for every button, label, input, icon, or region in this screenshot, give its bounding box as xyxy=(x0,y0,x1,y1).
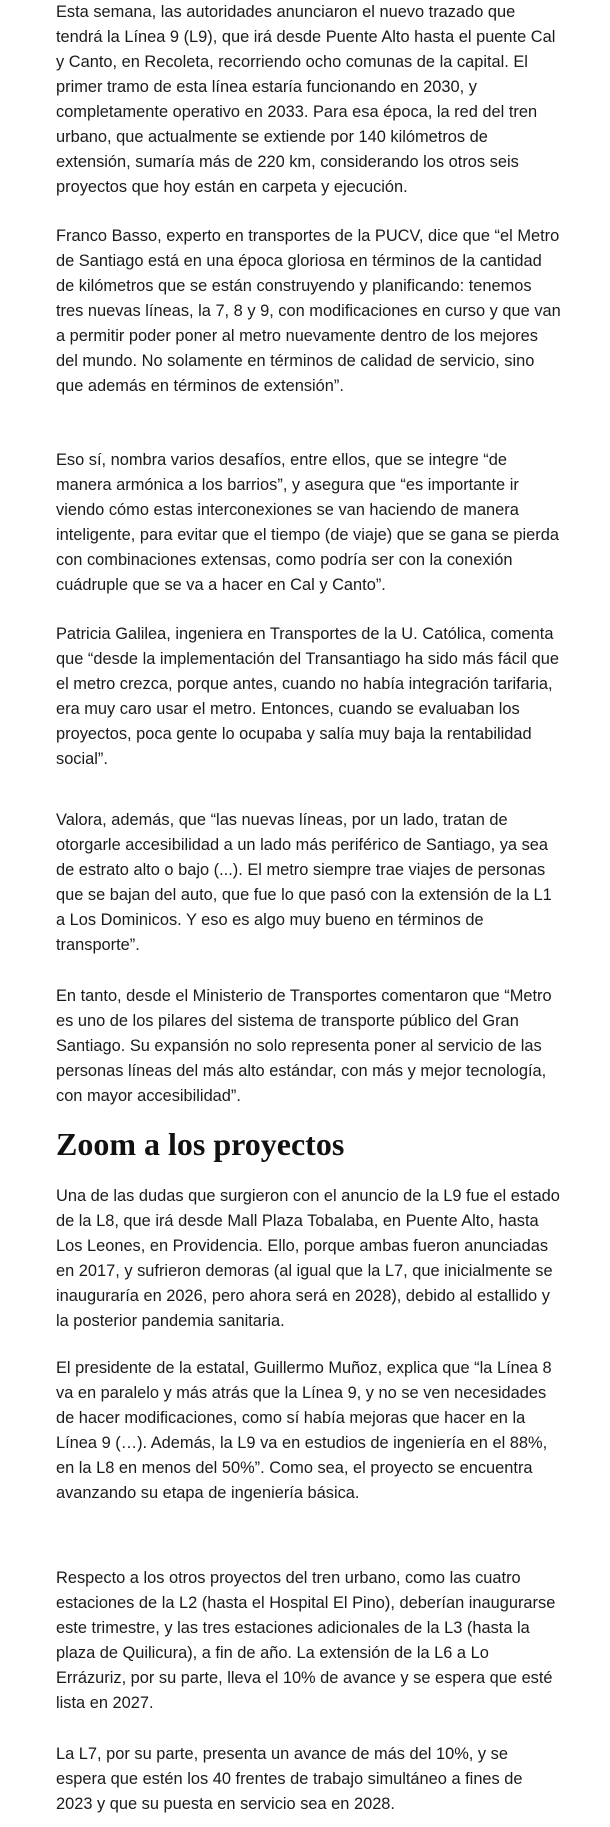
paragraph-desafios: Eso sí, nombra varios desafíos, entre ellos, que se integre “de manera armónica a los barrios”, y asegura que “es importante ir viendo cómo estas interconexiones se van haciendo de manera inteligente, para evitar que el tiempo (de viaje) que se gana se pierda con combinaciones extensas, como podría ser con la conexión cuádruple que se va a hacer en Cal y Canto”. xyxy=(56,451,559,594)
paragraph-linea-9-anuncio: Esta semana, las autoridades anunciaron el nuevo trazado que tendrá la Línea 9 (L9), que irá desde Puente Alto hasta el puente Cal y Canto, en Recoleta, recorriendo ocho comunas de la capital. El primer tramo de esta línea estaría funcionando en 2030, y completamente operativo en 2033. Para esa época, la red del tren urbano, que actualmente se extiende por 140 kilómetros de extensión, sumaría más de 220 km, considerando los otros seis proyectos que hoy están en carpeta y ejecución. xyxy=(56,3,556,196)
paragraph-patricia-galilea: Patricia Galilea, ingeniera en Transportes de la U. Católica, comenta que “desde la implementación del Transantiago ha sido más fácil que el metro crezca, porque antes, cuando no había integración tarifaria, era muy caro usar el metro. Entonces, cuando se evaluaban los proyectos, poca gente lo ocupaba y salía muy baja la rentabilidad social”. xyxy=(56,625,559,768)
section-heading: Zoom a los proyectos xyxy=(56,1126,345,1162)
paragraph-nuevas-lineas: Valora, además, que “las nuevas líneas, por un lado, tratan de otorgarle accesibilidad a un lado más periférico de Santiago, ya sea de estrato alto o bajo (...). El metro siempre trae viajes de personas que se bajan del auto, que fue lo que pasó con la extensión de la L1 a Los Dominicos. Y eso es algo muy bueno en términos de transporte”. xyxy=(56,811,552,954)
paragraph-guillermo-munoz: El presidente de la estatal, Guillermo Muñoz, explica que “la Línea 8 va en paralelo y más atrás que la Línea 9, y no se ven necesidades de hacer modificaciones, como sí había mejoras que hacer en la Línea 9 (…). Además, la L9 va en estudios de ingeniería en el 88%, en la L8 en menos del 50%”. Como sea, el proyecto se encuentra avanzando su etapa de ingeniería básica. xyxy=(56,1359,552,1502)
paragraph-l7-avance: La L7, por su parte, presenta un avance de más del 10%, y se espera que estén los 40 frentes de trabajo simultáneo a fines de 2023 y que su puesta en servicio sea en 2028. xyxy=(56,1745,523,1813)
paragraph-estado-l8: Una de las dudas que surgieron con el anuncio de la L9 fue el estado de la L8, que irá desde Mall Plaza Tobalaba, en Puente Alto, hasta Los Leones, en Providencia. Ello, porque ambas fueron anunciadas en 2017, y sufrieron demoras (al igual que la L7, que inicialmente se inauguraría en 2026, pero ahora será en 2028), debido al estallido y la posterior pandemia sanitaria. xyxy=(56,1187,560,1330)
paragraph-franco-basso: Franco Basso, experto en transportes de la PUCV, dice que “el Metro de Santiago está en una época gloriosa en términos de la cantidad de kilómetros que se están construyendo y planificando: tenemos tres nuevas líneas, la 7, 8 y 9, con modificaciones en curso y que van a permitir poder poner al metro nuevamente dentro de los mejores del mundo. No solamente en términos de calidad de servicio, sino que además en términos de extensión”. xyxy=(56,227,561,395)
paragraph-otros-proyectos: Respecto a los otros proyectos del tren urbano, como las cuatro estaciones de la L2 (hasta el Hospital El Pino), deberían inaugurarse este trimestre, y las tres estaciones adicionales de la L3 (hasta la plaza de Quilicura), a fin de año. La extensión de la L6 a Lo Errázuriz, por su parte, lleva el 10% de avance y se espera que esté lista en 2027. xyxy=(56,1569,556,1712)
paragraph-ministerio: En tanto, desde el Ministerio de Transportes comentaron que “Metro es uno de los pilares del sistema de transporte público del Gran Santiago. Su expansión no solo representa poner al servicio de las personas líneas del más alto estándar, con más y mejor tecnología, con mayor accesibilidad”. xyxy=(56,987,552,1105)
